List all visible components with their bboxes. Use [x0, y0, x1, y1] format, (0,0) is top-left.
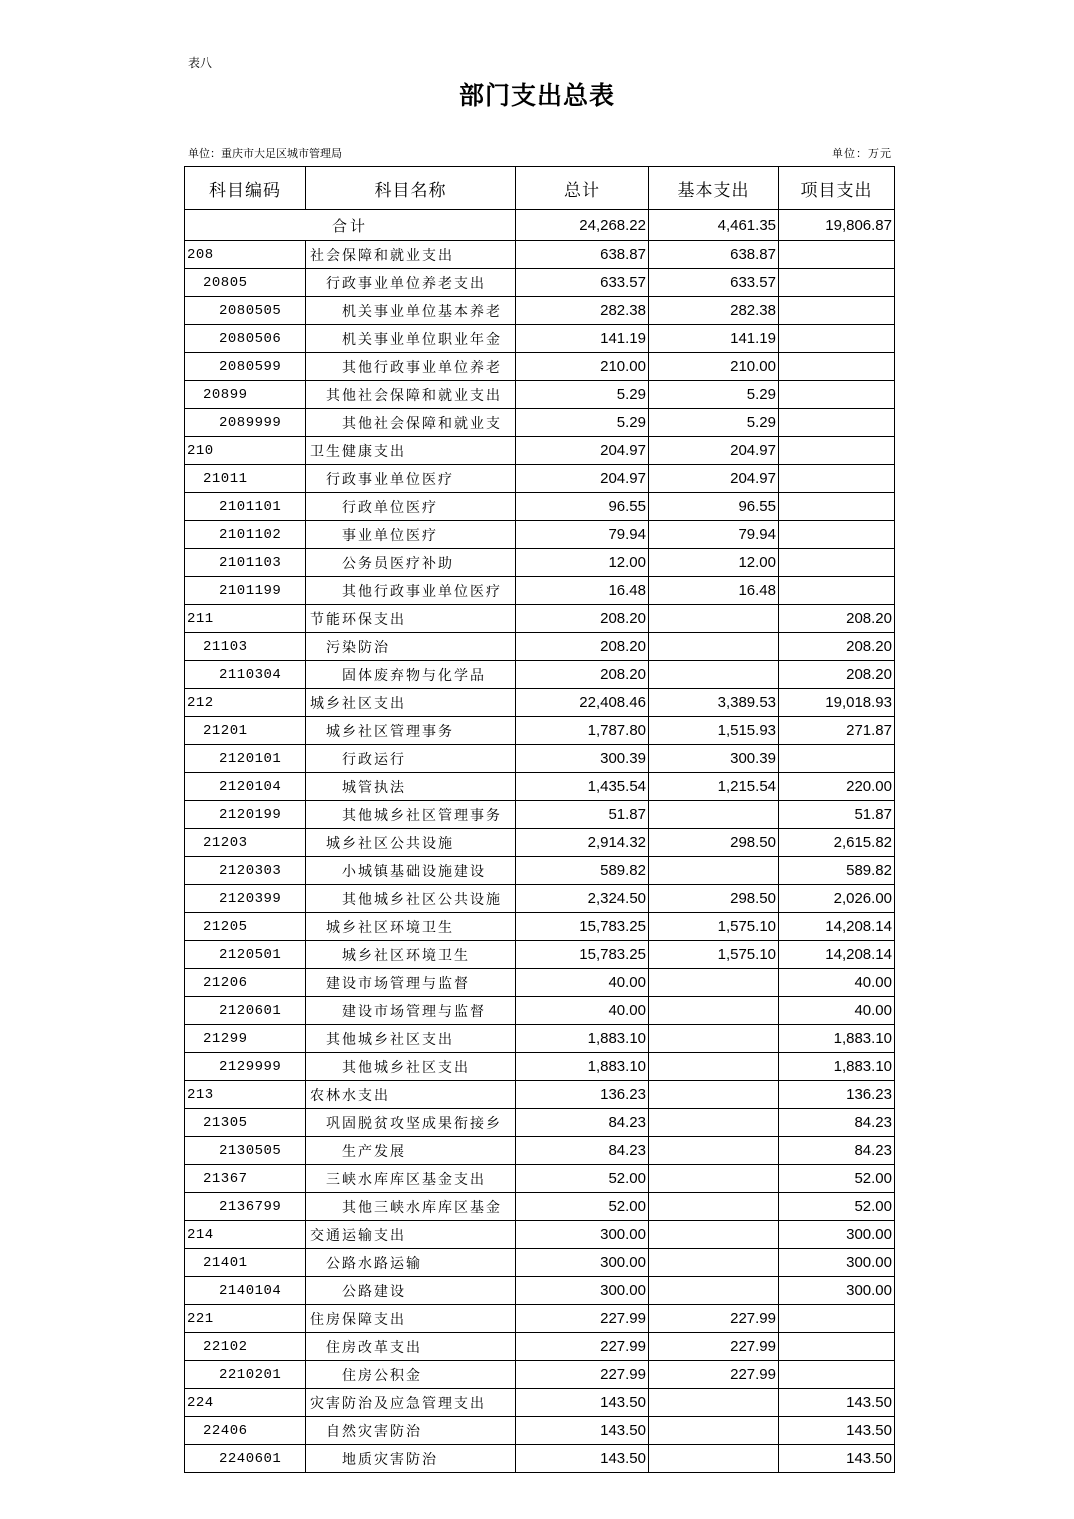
row-name: 城乡社区环境卫生	[306, 913, 516, 941]
expenditure-table	[184, 166, 895, 1473]
row-total: 210.00	[516, 353, 649, 381]
row-code: 213	[185, 1081, 306, 1109]
row-total: 12.00	[516, 549, 649, 577]
row-total: 227.99	[516, 1305, 649, 1333]
row-basic	[649, 1109, 779, 1137]
row-code: 221	[185, 1305, 306, 1333]
header-project: 项目支出	[779, 167, 895, 210]
table-row	[185, 465, 895, 493]
row-project: 143.50	[779, 1445, 895, 1473]
row-name: 其他城乡社区支出	[306, 1053, 516, 1081]
row-code: 2101103	[185, 549, 306, 577]
row-project: 271.87	[779, 717, 895, 745]
row-total: 300.00	[516, 1249, 649, 1277]
row-name: 住房保障支出	[306, 1305, 516, 1333]
table-tag: 表八	[188, 56, 213, 70]
unit-org-label: 单位：重庆市大足区城市管理局	[188, 147, 342, 160]
row-name: 城乡社区支出	[306, 689, 516, 717]
unit-currency-label: 单位：万元	[832, 147, 892, 160]
row-total: 143.50	[516, 1389, 649, 1417]
row-project: 1,883.10	[779, 1025, 895, 1053]
row-basic: 638.87	[649, 241, 779, 269]
total-basic: 4,461.35	[649, 210, 779, 241]
row-name: 其他三峡水库库区基金	[306, 1193, 516, 1221]
row-project: 19,018.93	[779, 689, 895, 717]
row-basic: 1,515.93	[649, 717, 779, 745]
row-basic: 210.00	[649, 353, 779, 381]
row-code: 21201	[185, 717, 306, 745]
row-name: 其他城乡社区支出	[306, 1025, 516, 1053]
row-project	[779, 745, 895, 773]
row-basic: 227.99	[649, 1361, 779, 1389]
row-total: 1,883.10	[516, 1053, 649, 1081]
row-basic	[649, 1165, 779, 1193]
table-row	[185, 885, 895, 913]
row-basic: 204.97	[649, 437, 779, 465]
row-project	[779, 1333, 895, 1361]
header-code: 科目编码	[185, 167, 306, 210]
row-code: 2140104	[185, 1277, 306, 1305]
row-basic	[649, 1277, 779, 1305]
row-total: 40.00	[516, 969, 649, 997]
row-name: 污染防治	[306, 633, 516, 661]
row-name: 卫生健康支出	[306, 437, 516, 465]
table-row	[185, 1445, 895, 1473]
row-basic: 16.48	[649, 577, 779, 605]
row-project: 136.23	[779, 1081, 895, 1109]
row-basic	[649, 801, 779, 829]
table-row	[185, 1221, 895, 1249]
row-name: 城乡社区公共设施	[306, 829, 516, 857]
row-code: 20899	[185, 381, 306, 409]
table-row	[185, 689, 895, 717]
row-code: 2101102	[185, 521, 306, 549]
row-project: 52.00	[779, 1165, 895, 1193]
row-name: 生产发展	[306, 1137, 516, 1165]
header-name: 科目名称	[306, 167, 516, 210]
table-row	[185, 325, 895, 353]
row-total: 5.29	[516, 409, 649, 437]
row-basic: 12.00	[649, 549, 779, 577]
row-project: 300.00	[779, 1277, 895, 1305]
row-total: 589.82	[516, 857, 649, 885]
row-total: 1,787.80	[516, 717, 649, 745]
row-basic: 204.97	[649, 465, 779, 493]
row-basic	[649, 1249, 779, 1277]
table-row	[185, 521, 895, 549]
row-code: 2089999	[185, 409, 306, 437]
row-project: 40.00	[779, 969, 895, 997]
row-total: 52.00	[516, 1165, 649, 1193]
total-total: 24,268.22	[516, 210, 649, 241]
row-name: 农林水支出	[306, 1081, 516, 1109]
total-label: 合计	[185, 210, 516, 241]
header-row	[185, 167, 895, 210]
table-row	[185, 269, 895, 297]
row-total: 84.23	[516, 1137, 649, 1165]
table-row	[185, 1249, 895, 1277]
row-code: 2129999	[185, 1053, 306, 1081]
row-code: 212	[185, 689, 306, 717]
row-total: 15,783.25	[516, 913, 649, 941]
row-name: 巩固脱贫攻坚成果衔接乡	[306, 1109, 516, 1137]
row-name: 三峡水库库区基金支出	[306, 1165, 516, 1193]
row-basic	[649, 1193, 779, 1221]
row-project	[779, 297, 895, 325]
row-code: 2120104	[185, 773, 306, 801]
row-total: 2,914.32	[516, 829, 649, 857]
table-row	[185, 437, 895, 465]
row-total: 96.55	[516, 493, 649, 521]
row-name: 城乡社区环境卫生	[306, 941, 516, 969]
table-row	[185, 1193, 895, 1221]
row-code: 2120501	[185, 941, 306, 969]
table-row	[185, 1137, 895, 1165]
row-total: 633.57	[516, 269, 649, 297]
table-row	[185, 381, 895, 409]
row-code: 2080506	[185, 325, 306, 353]
row-total: 143.50	[516, 1445, 649, 1473]
table-row	[185, 829, 895, 857]
row-basic	[649, 1137, 779, 1165]
row-name: 城管执法	[306, 773, 516, 801]
row-code: 2101101	[185, 493, 306, 521]
table-row	[185, 1081, 895, 1109]
row-total: 84.23	[516, 1109, 649, 1137]
total-row	[185, 210, 895, 241]
row-code: 2120601	[185, 997, 306, 1025]
row-project	[779, 1361, 895, 1389]
table-row	[185, 549, 895, 577]
row-basic: 5.29	[649, 409, 779, 437]
row-name: 地质灾害防治	[306, 1445, 516, 1473]
row-name: 其他社会保障和就业支	[306, 409, 516, 437]
row-name: 其他城乡社区管理事务	[306, 801, 516, 829]
row-total: 1,883.10	[516, 1025, 649, 1053]
row-basic	[649, 857, 779, 885]
table-row	[185, 1389, 895, 1417]
row-total: 5.29	[516, 381, 649, 409]
row-project: 1,883.10	[779, 1053, 895, 1081]
row-code: 2080505	[185, 297, 306, 325]
row-project: 589.82	[779, 857, 895, 885]
row-name: 城乡社区管理事务	[306, 717, 516, 745]
row-code: 2120101	[185, 745, 306, 773]
row-code: 22102	[185, 1333, 306, 1361]
table-row	[185, 1165, 895, 1193]
table-row	[185, 633, 895, 661]
row-name: 行政运行	[306, 745, 516, 773]
row-code: 2080599	[185, 353, 306, 381]
row-basic	[649, 997, 779, 1025]
row-total: 204.97	[516, 465, 649, 493]
row-total: 51.87	[516, 801, 649, 829]
row-name: 小城镇基础设施建设	[306, 857, 516, 885]
table-row	[185, 997, 895, 1025]
row-project: 2,615.82	[779, 829, 895, 857]
row-total: 638.87	[516, 241, 649, 269]
table-row	[185, 857, 895, 885]
row-basic	[649, 1221, 779, 1249]
row-basic	[649, 1445, 779, 1473]
row-name: 其他社会保障和就业支出	[306, 381, 516, 409]
row-project: 208.20	[779, 661, 895, 689]
row-name: 机关事业单位职业年金	[306, 325, 516, 353]
table-row	[185, 1053, 895, 1081]
row-project: 220.00	[779, 773, 895, 801]
table-row	[185, 913, 895, 941]
table-row	[185, 297, 895, 325]
row-name: 公路建设	[306, 1277, 516, 1305]
row-total: 227.99	[516, 1333, 649, 1361]
row-code: 2210201	[185, 1361, 306, 1389]
table-row	[185, 1277, 895, 1305]
row-basic: 1,575.10	[649, 913, 779, 941]
row-code: 2240601	[185, 1445, 306, 1473]
row-basic: 300.39	[649, 745, 779, 773]
row-name: 其他行政事业单位养老	[306, 353, 516, 381]
row-project: 208.20	[779, 605, 895, 633]
row-name: 灾害防治及应急管理支出	[306, 1389, 516, 1417]
row-basic: 3,389.53	[649, 689, 779, 717]
row-project: 52.00	[779, 1193, 895, 1221]
table-row	[185, 1109, 895, 1137]
header-basic: 基本支出	[649, 167, 779, 210]
row-code: 21011	[185, 465, 306, 493]
row-project: 84.23	[779, 1137, 895, 1165]
row-project	[779, 1305, 895, 1333]
row-total: 16.48	[516, 577, 649, 605]
row-name: 节能环保支出	[306, 605, 516, 633]
row-basic	[649, 969, 779, 997]
row-total: 79.94	[516, 521, 649, 549]
table-row	[185, 661, 895, 689]
table-row	[185, 773, 895, 801]
row-basic	[649, 1389, 779, 1417]
row-project: 2,026.00	[779, 885, 895, 913]
row-total: 22,408.46	[516, 689, 649, 717]
row-basic	[649, 1417, 779, 1445]
row-total: 282.38	[516, 297, 649, 325]
table-row	[185, 969, 895, 997]
row-code: 2101199	[185, 577, 306, 605]
row-name: 事业单位医疗	[306, 521, 516, 549]
row-code: 2130505	[185, 1137, 306, 1165]
row-total: 300.00	[516, 1221, 649, 1249]
row-project: 208.20	[779, 633, 895, 661]
row-name: 机关事业单位基本养老	[306, 297, 516, 325]
row-project: 40.00	[779, 997, 895, 1025]
row-code: 21401	[185, 1249, 306, 1277]
row-code: 2120303	[185, 857, 306, 885]
row-total: 15,783.25	[516, 941, 649, 969]
row-name: 行政事业单位养老支出	[306, 269, 516, 297]
row-basic: 282.38	[649, 297, 779, 325]
row-code: 21299	[185, 1025, 306, 1053]
row-basic: 96.55	[649, 493, 779, 521]
row-basic	[649, 1025, 779, 1053]
row-code: 224	[185, 1389, 306, 1417]
row-name: 其他城乡社区公共设施	[306, 885, 516, 913]
row-project	[779, 437, 895, 465]
row-name: 住房改革支出	[306, 1333, 516, 1361]
row-basic: 79.94	[649, 521, 779, 549]
row-code: 2120399	[185, 885, 306, 913]
row-project: 143.50	[779, 1389, 895, 1417]
header-total: 总计	[516, 167, 649, 210]
row-project	[779, 409, 895, 437]
row-basic: 633.57	[649, 269, 779, 297]
row-basic	[649, 1053, 779, 1081]
table-row	[185, 1333, 895, 1361]
row-basic: 298.50	[649, 885, 779, 913]
row-name: 行政事业单位医疗	[306, 465, 516, 493]
table-row	[185, 493, 895, 521]
row-total: 143.50	[516, 1417, 649, 1445]
row-basic: 1,575.10	[649, 941, 779, 969]
table-row	[185, 801, 895, 829]
table-row	[185, 941, 895, 969]
table-row	[185, 241, 895, 269]
row-code: 211	[185, 605, 306, 633]
row-project: 143.50	[779, 1417, 895, 1445]
row-code: 2110304	[185, 661, 306, 689]
row-name: 其他行政事业单位医疗	[306, 577, 516, 605]
row-project	[779, 549, 895, 577]
row-total: 40.00	[516, 997, 649, 1025]
table-row	[185, 1417, 895, 1445]
row-project	[779, 465, 895, 493]
row-code: 21206	[185, 969, 306, 997]
row-basic	[649, 605, 779, 633]
row-total: 300.00	[516, 1277, 649, 1305]
row-total: 52.00	[516, 1193, 649, 1221]
row-code: 210	[185, 437, 306, 465]
row-total: 204.97	[516, 437, 649, 465]
row-total: 136.23	[516, 1081, 649, 1109]
row-project: 14,208.14	[779, 941, 895, 969]
row-project	[779, 241, 895, 269]
row-code: 21203	[185, 829, 306, 857]
row-code: 2136799	[185, 1193, 306, 1221]
row-code: 21103	[185, 633, 306, 661]
table-row	[185, 1361, 895, 1389]
row-basic: 298.50	[649, 829, 779, 857]
row-name: 自然灾害防治	[306, 1417, 516, 1445]
row-basic: 227.99	[649, 1305, 779, 1333]
row-name: 建设市场管理与监督	[306, 997, 516, 1025]
row-name: 行政单位医疗	[306, 493, 516, 521]
row-project	[779, 493, 895, 521]
row-name: 住房公积金	[306, 1361, 516, 1389]
page-title: 部门支出总表	[458, 81, 615, 110]
row-project: 300.00	[779, 1249, 895, 1277]
row-code: 22406	[185, 1417, 306, 1445]
row-code: 21305	[185, 1109, 306, 1137]
row-project: 14,208.14	[779, 913, 895, 941]
row-project	[779, 577, 895, 605]
row-basic: 1,215.54	[649, 773, 779, 801]
row-total: 1,435.54	[516, 773, 649, 801]
row-project: 300.00	[779, 1221, 895, 1249]
row-basic: 141.19	[649, 325, 779, 353]
table-row	[185, 409, 895, 437]
row-name: 公路水路运输	[306, 1249, 516, 1277]
row-name: 固体废弃物与化学品	[306, 661, 516, 689]
row-basic	[649, 633, 779, 661]
table-row	[185, 1305, 895, 1333]
row-code: 21205	[185, 913, 306, 941]
row-basic	[649, 1081, 779, 1109]
row-total: 300.39	[516, 745, 649, 773]
row-name: 社会保障和就业支出	[306, 241, 516, 269]
row-project: 84.23	[779, 1109, 895, 1137]
row-code: 214	[185, 1221, 306, 1249]
table-row	[185, 605, 895, 633]
row-total: 208.20	[516, 661, 649, 689]
row-code: 2120199	[185, 801, 306, 829]
row-total: 208.20	[516, 605, 649, 633]
row-total: 141.19	[516, 325, 649, 353]
row-total: 227.99	[516, 1361, 649, 1389]
table-row	[185, 745, 895, 773]
table-row	[185, 577, 895, 605]
row-project: 51.87	[779, 801, 895, 829]
row-project	[779, 269, 895, 297]
row-basic: 5.29	[649, 381, 779, 409]
row-code: 21367	[185, 1165, 306, 1193]
row-basic: 227.99	[649, 1333, 779, 1361]
row-total: 208.20	[516, 633, 649, 661]
table-row	[185, 717, 895, 745]
row-basic	[649, 661, 779, 689]
row-name: 交通运输支出	[306, 1221, 516, 1249]
row-project	[779, 325, 895, 353]
row-total: 2,324.50	[516, 885, 649, 913]
row-name: 建设市场管理与监督	[306, 969, 516, 997]
row-project	[779, 521, 895, 549]
row-project	[779, 353, 895, 381]
table-row	[185, 1025, 895, 1053]
row-name: 公务员医疗补助	[306, 549, 516, 577]
row-code: 20805	[185, 269, 306, 297]
total-project: 19,806.87	[779, 210, 895, 241]
row-project	[779, 381, 895, 409]
table-row	[185, 353, 895, 381]
row-code: 208	[185, 241, 306, 269]
